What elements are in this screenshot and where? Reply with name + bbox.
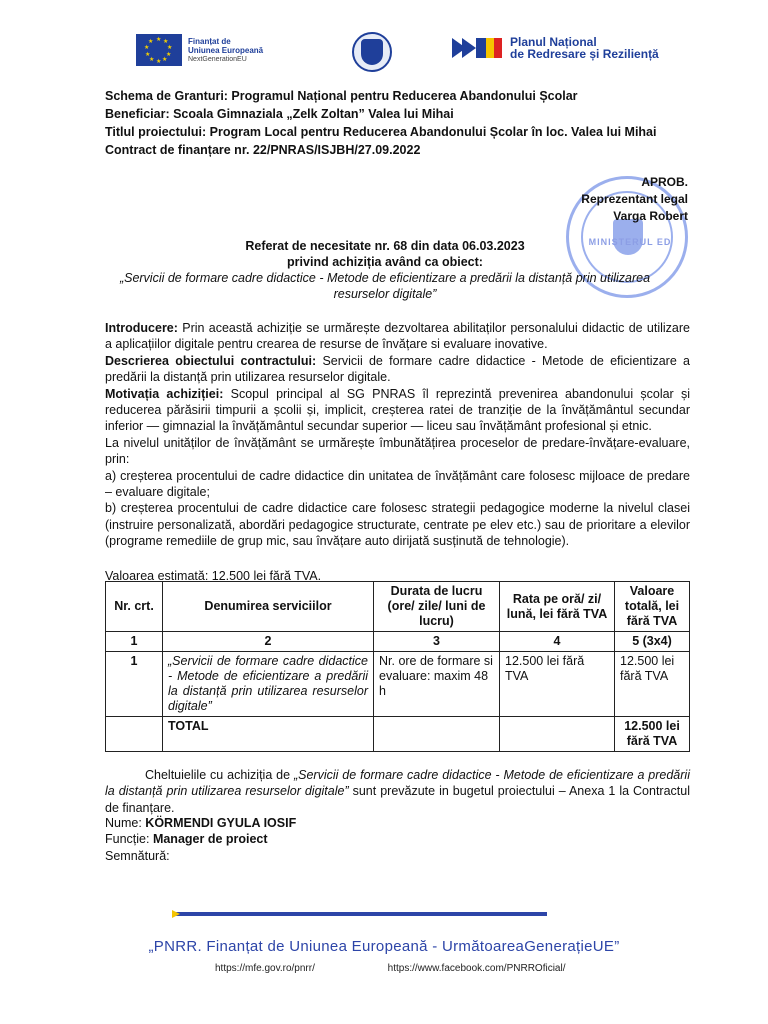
description-label: Descrierea obiectului contractului: [105,353,317,368]
eu-flag-icon: ★ ★ ★ ★ ★ ★ ★ ★ ★ ★ [136,34,182,66]
eu-logo-line3: NextGenerationEU [188,55,247,63]
header-duration: Durata de lucru (ore/ zile/ luni de lucru) [374,582,500,632]
index-cell: 2 [163,632,374,652]
financing-contract: Contract de finanțare nr. 22/PNRAS/ISJBH/27.09.2022 [105,143,421,157]
point-b: b) creșterea procentului de cadre didactice care folosesc strategii pedagogice moderne la nivelul clasei (instruire personalizată, abordări pedagogice structurate, centrate pe elev etc.) sau de prioritare a elevilor (programe remediile de grup mic, sau învățare auto dirijată susținută de tehnologie). [105,501,690,549]
total-label: TOTAL [163,717,374,752]
motivation-paragraph [105,386,690,435]
stamp-text: MINISTERUL ED [588,237,672,247]
referat-heading [105,238,665,302]
budget-paragraph [105,767,690,816]
eu-logo-line2: Uniunea Europeană [188,45,264,55]
mfe-link[interactable]: https://mfe.gov.ro/pnrr/ [215,963,315,974]
budget-object: „Servicii de formare cadre didactice - Metode de eficientizare a predării la distanță prin utilizarea resurselor digitale” [105,768,690,799]
description-text: Servicii de formare cadre didactice - Metode de eficientizare a predării la distanță prin utilizarea resurselor digitale. [105,353,691,385]
intro-text: Prin această achiziție se urmărește dezvoltarea abilitaților personalului didactic de utilizare a aplicațiilor digitale pentru crearea de resurse de învățare si evaluare inovative. [105,321,690,352]
index-cell: 5 (3x4) [615,632,690,652]
table-row [106,652,690,717]
referat-title: Referat de necesitate nr. 68 din data 06.03.2023 [245,239,525,253]
header-nr: Nr. crt. [106,582,163,632]
row-total: 12.500 lei fără TVA [615,652,690,717]
estimated-value: Valoarea estimată: 12.500 lei fără TVA. [105,569,322,583]
table-header-row [106,582,690,632]
pnrr-logo [452,36,659,60]
referat-object: „Servicii de formare cadre didactice - Metode de eficientizare a predării la distanță prin utilizarea resurselor digitale” [119,271,651,301]
intro-label: Introducere: [105,321,178,335]
point-a: a) creșterea procentului de cadre didactice din unitatea de învățământ care folosesc mijloace de predare – evaluare digitale; [105,468,690,500]
signature-block [105,815,296,864]
eu-logo [136,34,263,66]
romanian-government-crest-icon [352,32,392,72]
table-index-row [106,632,690,652]
grant-scheme: Schema de Granturi: Programul Național pentru Reducerea Abandonului Școlar [105,89,578,103]
index-cell: 1 [106,632,163,652]
function-label: Funcție: [105,832,153,847]
facebook-link[interactable]: https://www.facebook.com/PNRROficial/ [387,963,566,974]
budget-suffix: sunt prevăzute in bugetul proiectului – Anexa 1 la Contractul de finanțare. [105,784,690,815]
approval-block [580,174,688,225]
pnrr-logo-line2: de Redresare și Reziliență [510,47,659,61]
eu-logo-line1: Finanțat de [188,36,231,46]
row-nr: 1 [106,652,163,717]
footer-divider [175,912,547,916]
name-value: KÖRMENDI GYULA IOSIF [145,816,297,830]
row-service: „Servicii de formare cadre didactice - Metode de eficientizare a predării la distanță prin utilizarea resurselor digitale” [163,652,374,717]
footer-links [215,963,565,974]
pnrr-logo-line1: Planul Național [510,35,597,49]
level-paragraph: La nivelul unităților de învățământ se urmărește îmbunătățirea proceselor de predare-învățare-evaluare, prin: [105,435,690,467]
index-cell: 4 [500,632,615,652]
row-rate: 12.500 lei fără TVA [500,652,615,717]
index-cell: 3 [374,632,500,652]
motivation-label: Motivația achiziției: [105,386,224,401]
approval-role: Reprezentant legal [581,192,688,206]
motivation-text: Scopul principal al SG PNRAS îl reprezintă prevenirea abandonului școlar și reducerea părăsirii timpurii a școlii și, implicit, creșterea ratei de tranziție de la învățământul secundar inferior — gimnazial la învățământul secundar superior — liceu sau învățământ profesional și etnic. [105,386,690,434]
header-rate: Rata pe oră/ zi/ lună, lei fără TVA [500,582,615,632]
referat-subtitle: privind achiziția având ca obiect: [287,255,483,269]
budget-prefix: Cheltuielile cu achiziția de [145,768,294,782]
services-table [105,581,690,752]
row-duration: Nr. ore de formare si evaluare: maxim 48 h [374,652,500,717]
table-total-row [106,717,690,752]
name-label: Nume: [105,816,146,830]
approval-title: APROB. [641,175,688,189]
footer-slogan: „PNRR. Finanțat de Uniunea Europeană - UrmătoareaGenerațieUE” [148,938,620,955]
grant-header [105,87,656,159]
beneficiary: Beneficiar: Scoala Gimnaziala „Zelk Zoltan” Valea lui Mihai [105,107,454,121]
header-total: Valoare totală, lei fără TVA [615,582,690,632]
footer-arrow-icon [172,910,180,918]
logo-bar [0,28,768,76]
approval-name: Varga Robert [613,209,688,223]
function-value: Manager de proiect [152,832,268,847]
total-value: 12.500 lei fără TVA [615,717,690,752]
referat-body [105,320,690,550]
description-paragraph [105,353,690,386]
intro-paragraph [105,320,690,353]
header-services: Denumirea serviciilor [163,582,374,632]
pnrr-arrows-icon [452,36,506,60]
project-title: Titlul proiectului: Program Local pentru Reducerea Abandonului Școlar în loc. Valea lui Mihai [105,125,657,139]
signature-label: Semnătură: [105,848,170,863]
